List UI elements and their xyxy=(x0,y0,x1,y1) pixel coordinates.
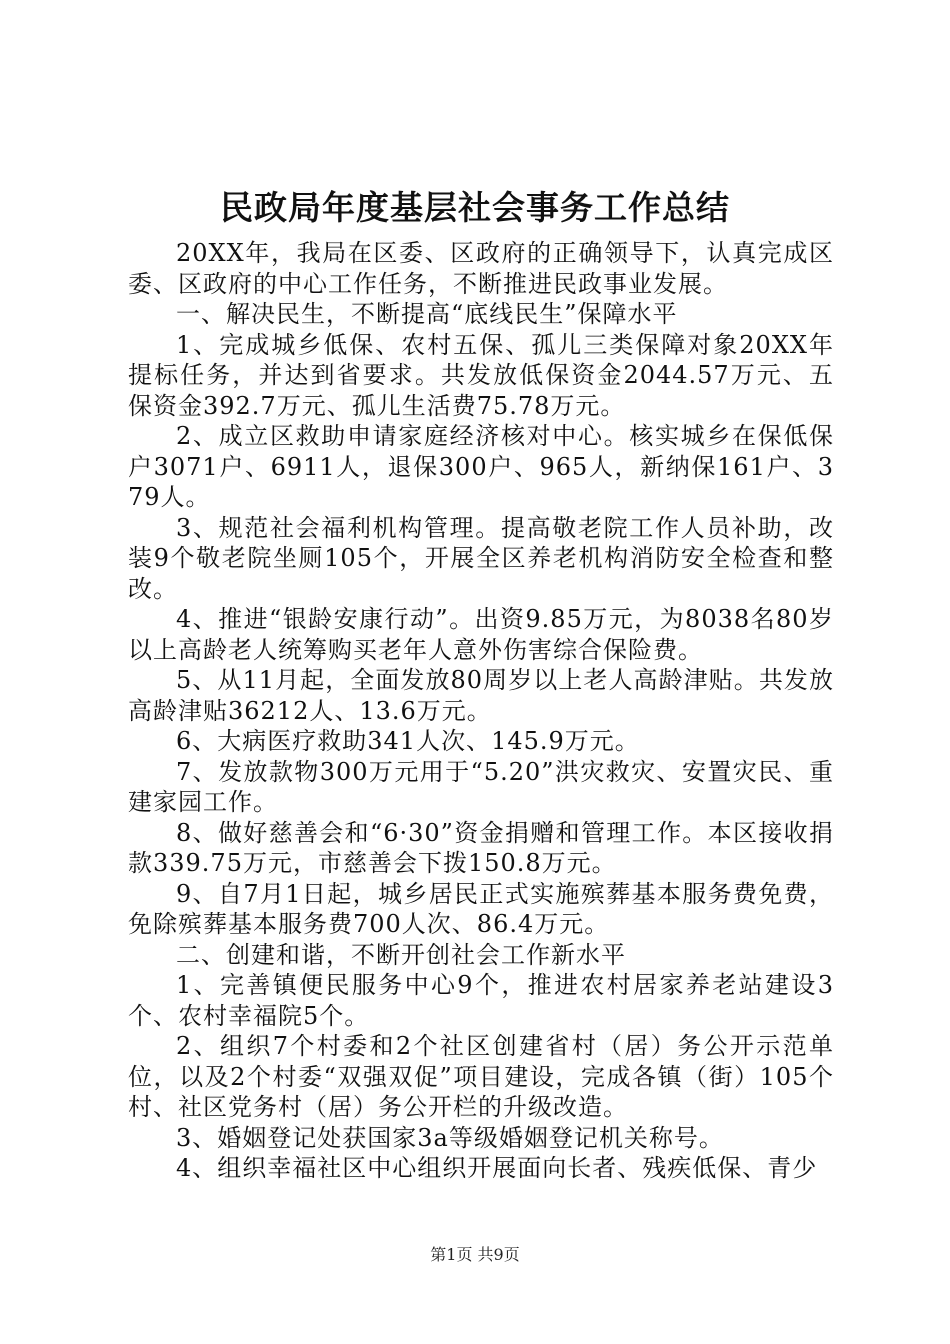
list-item: 3、婚姻登记处获国家3a等级婚姻登记机关称号。 xyxy=(176,1123,724,1152)
list-item: 8、做好慈善会和“6·30”资金捐赠和管理工作。本区接收捐款339.75万元，市慈善会下拨150.8万元。 xyxy=(128,818,834,877)
list-item: 1、完成城乡低保、农村五保、孤儿三类保障对象20XX年提标任务，并达到省要求。共发放低保资金2044.57万元、五保资金392.7万元、孤儿生活费75.78万元。 xyxy=(128,330,834,420)
list-item: 2、组织7个村委和2个社区创建省村（居）务公开示范单位，以及2个村委“双强双促”项目建设，完成各镇（街）105个村、社区党务村（居）务公开栏的升级改造。 xyxy=(128,1032,834,1121)
page-number: 第1页 共9页 xyxy=(430,1245,520,1264)
list-item: 2、成立区救助申请家庭经济核对中心。核实城乡在保低保户3071户、6911人，退保300户、965人，新纳保161户、379人。 xyxy=(128,422,834,511)
list-item: 7、发放款物300万元用于“5.20”洪灾救灾、安置灾民、重建家园工作。 xyxy=(128,757,834,816)
list-item: 9、自7月1日起，城乡居民正式实施殡葬基本服务费免费，免除殡葬基本服务费700人次、86.4万元。 xyxy=(128,879,834,938)
list-item: 5、从11月起，全面发放80周岁以上老人高龄津贴。共发放高龄津贴36212人、13.6万元。 xyxy=(128,666,834,725)
document-body xyxy=(128,238,834,1184)
list-item: 1、完善镇便民服务中心9个，推进农村居家养老站建设3个、农村幸福院5个。 xyxy=(128,971,834,1030)
list-item: 4、组织幸福社区中心组织开展面向长者、残疾低保、青少 xyxy=(176,1154,818,1182)
section-heading-1: 一、解决民生，不断提高“底线民生”保障水平 xyxy=(176,300,678,328)
list-item: 3、规范社会福利机构管理。提高敬老院工作人员补助，改装9个敬老院坐厕105个，开展全区养老机构消防安全检查和整改。 xyxy=(128,513,834,603)
document-title: 民政局年度基层社会事务工作总结 xyxy=(220,188,730,227)
section-heading-2: 二、创建和谐，不断开创社会工作新水平 xyxy=(176,940,626,969)
list-item: 4、推进“银龄安康行动”。出资9.85万元，为8038名80岁以上高龄老人统筹购买老年人意外伤害综合保险费。 xyxy=(128,605,834,664)
list-item: 6、大病医疗救助341人次、145.9万元。 xyxy=(176,727,640,755)
paragraph-intro: 20XX年，我局在区委、区政府的正确领导下，认真完成区委、区政府的中心工作任务，不断推进民政事业发展。 xyxy=(128,239,834,298)
